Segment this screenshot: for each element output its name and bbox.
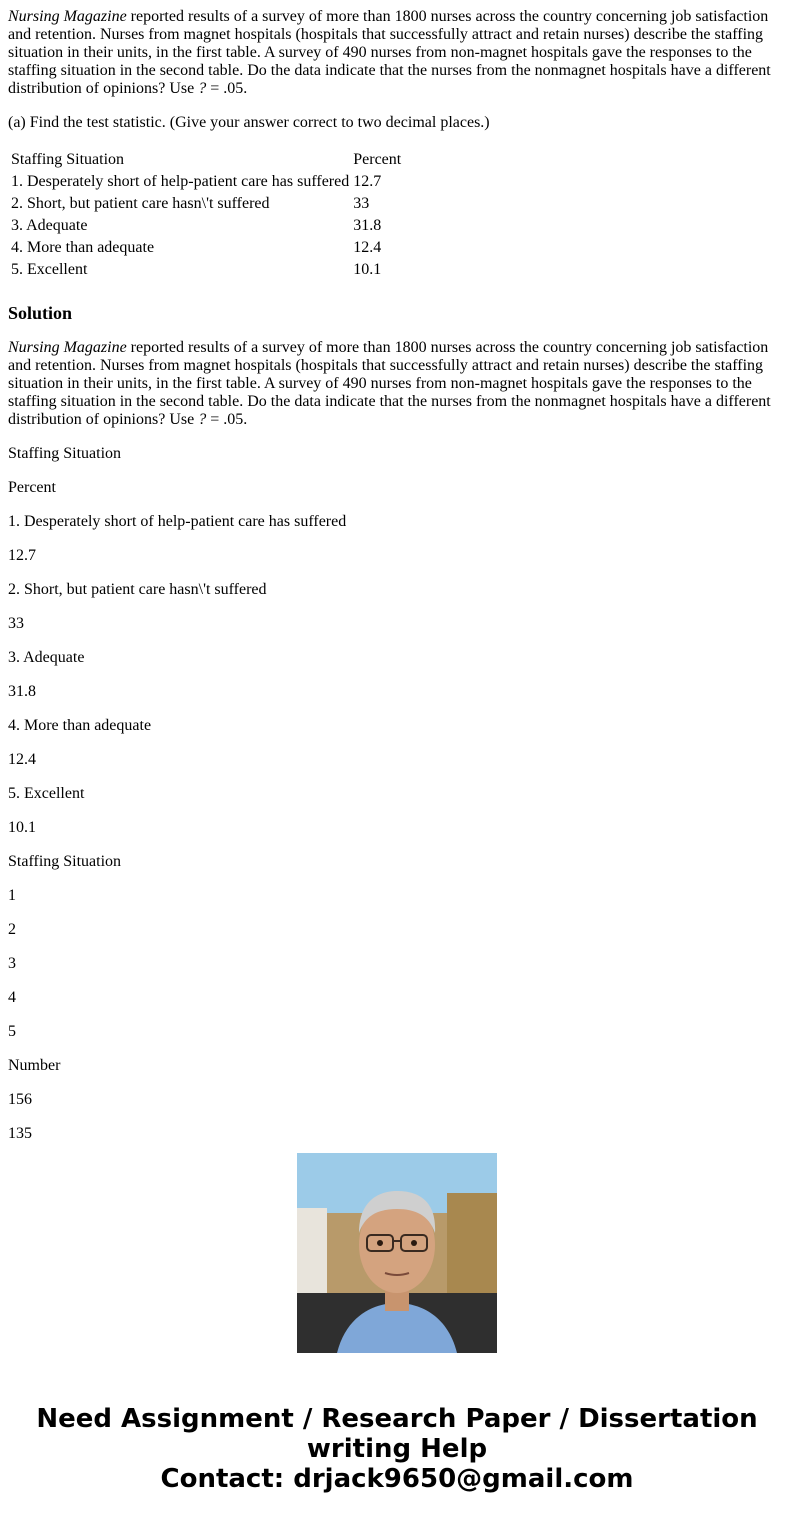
part-a-question: (a) Find the test statistic. (Give your answer correct to two decimal places.) xyxy=(8,114,490,131)
percent-cell: Percent xyxy=(353,151,402,168)
alpha-symbol: ? xyxy=(198,80,207,97)
magazine-name: Nursing Magazine xyxy=(8,8,127,25)
situation-cell: 4. More than adequate xyxy=(11,239,155,256)
solution-cell: 135 xyxy=(8,1125,32,1142)
solution-cell: 33 xyxy=(8,615,24,632)
table-header-row xyxy=(10,150,402,170)
solution-cell: 5 xyxy=(8,1023,16,1040)
magazine-name: Nursing Magazine xyxy=(8,339,127,356)
problem-statement xyxy=(8,8,786,98)
contact-banner xyxy=(0,1404,794,1494)
situation-cell: 1. Desperately short of help-patient care has suffered xyxy=(11,173,350,190)
solution-cell: 2 xyxy=(8,921,16,938)
solution-cell: 4 xyxy=(8,989,16,1006)
help-text: Need Assignment / Research Paper / Dissertation writing Help xyxy=(36,1404,758,1464)
solution-cells xyxy=(8,445,786,1143)
table-row xyxy=(10,216,402,236)
solution-cell: 12.7 xyxy=(8,547,36,564)
author-photo xyxy=(297,1153,497,1353)
percent-cell: 31.8 xyxy=(353,217,382,234)
solution-cell: 10.1 xyxy=(8,819,36,836)
solution-cell: 156 xyxy=(8,1091,32,1108)
situation-cell: Staffing Situation xyxy=(11,151,125,168)
solution-cell: 2. Short, but patient care hasn\'t suffered xyxy=(8,581,267,598)
solution-cell: 1. Desperately short of help-patient care has suffered xyxy=(8,513,347,530)
situation-cell: 5. Excellent xyxy=(11,261,88,278)
situation-cell: 3. Adequate xyxy=(11,217,88,234)
solution-cell: 12.4 xyxy=(8,751,36,768)
problem-text: reported results of a survey of more than 1800 nurses across the country concerning job satisfaction and retention. Nurses from magnet hospitals (hospitals that successfully attract and retain nurses) describe the staffing situation in their units, in the first table. A survey of 490 nurses from non-magnet hospitals gave the responses to the staffing situation in the second table. Do the data indicate that the nurses from the nonmagnet hospitals have a different distribution of opinions? Use xyxy=(8,8,771,97)
solution-problem-statement xyxy=(8,339,786,429)
percent-cell: 12.7 xyxy=(353,173,382,190)
solution-cell: Percent xyxy=(8,479,56,496)
alpha-symbol: ? xyxy=(198,411,207,428)
solution-cell: 5. Excellent xyxy=(8,785,85,802)
percent-cell: 10.1 xyxy=(353,261,382,278)
solution-cell: Staffing Situation xyxy=(8,853,122,870)
solution-cell: Number xyxy=(8,1057,61,1074)
solution-cell: 4. More than adequate xyxy=(8,717,152,734)
author-photo-image xyxy=(297,1153,497,1353)
percent-cell: 33 xyxy=(353,195,370,212)
alpha-value: = .05. xyxy=(206,80,248,97)
solution-cell: 31.8 xyxy=(8,683,36,700)
alpha-value: = .05. xyxy=(206,411,248,428)
problem-text: reported results of a survey of more than 1800 nurses across the country concerning job satisfaction and retention. Nurses from magnet hospitals (hospitals that successfully attract and retain nurses) describe the staffing situation in their units, in the first table. A survey of 490 nurses from non-magnet hospitals gave the responses to the staffing situation in the second table. Do the data indicate that the nurses from the nonmagnet hospitals have a different distribution of opinions? Use xyxy=(8,339,771,428)
table-row xyxy=(10,194,402,214)
contact-email: Contact: drjack9650@gmail.com xyxy=(160,1464,634,1494)
solution-cell: 3 xyxy=(8,955,16,972)
table-row xyxy=(10,172,402,192)
percent-cell: 12.4 xyxy=(353,239,382,256)
solution-cell: 1 xyxy=(8,887,16,904)
table-row xyxy=(10,238,402,258)
situation-cell: 2. Short, but patient care hasn\'t suffered xyxy=(11,195,270,212)
solution-heading: Solution xyxy=(8,303,73,323)
solution-cell: 3. Adequate xyxy=(8,649,85,666)
table-row xyxy=(10,260,402,280)
staffing-table xyxy=(8,148,404,282)
solution-cell: Staffing Situation xyxy=(8,445,122,462)
document-content xyxy=(8,0,786,1142)
